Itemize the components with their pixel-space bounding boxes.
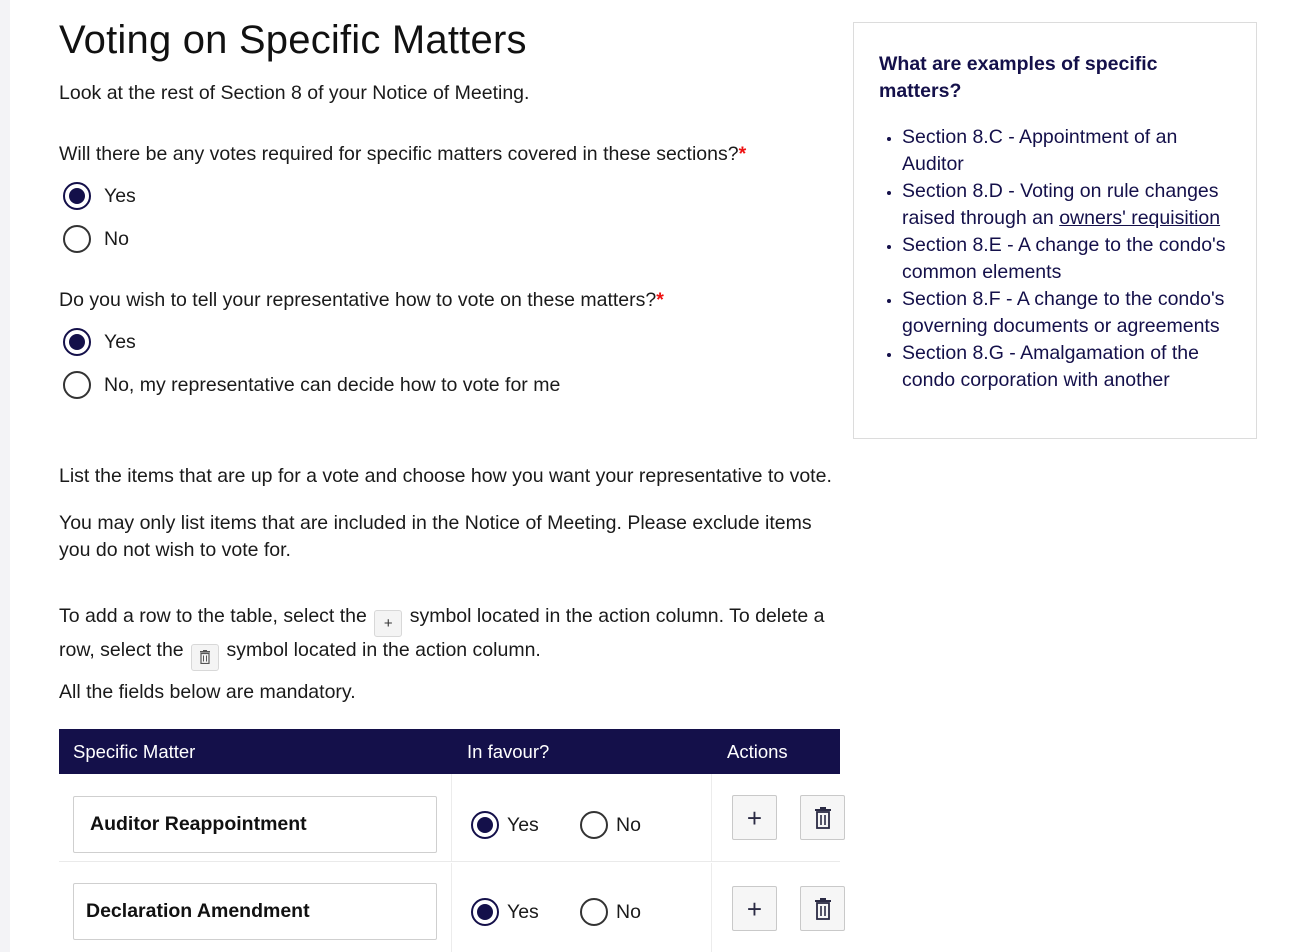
- in-favour-yes[interactable]: [471, 810, 539, 840]
- question1-option-no[interactable]: [63, 224, 129, 254]
- option-label: Yes: [507, 900, 539, 923]
- radio-unselected-icon[interactable]: [580, 811, 608, 839]
- radio-unselected-icon[interactable]: [580, 898, 608, 926]
- add-row-button[interactable]: [732, 795, 777, 840]
- instruction-text: row, select the: [59, 639, 184, 661]
- intro-text: Look at the rest of Section 8 of your Notice of Meeting.: [59, 82, 530, 104]
- header-actions: Actions: [727, 741, 788, 762]
- option-label: No: [104, 227, 129, 250]
- trash-icon: [814, 807, 832, 829]
- header-specific-matter: Specific Matter: [73, 741, 196, 762]
- list-items-instruction: List the items that are up for a vote and choose how you want your representative to vote.: [59, 465, 832, 487]
- question2-option-yes[interactable]: [63, 327, 136, 357]
- in-favour-no[interactable]: [580, 897, 641, 927]
- option-label: Yes: [104, 330, 136, 353]
- option-label: No: [616, 900, 641, 923]
- in-favour-yes[interactable]: [471, 897, 539, 927]
- question2-label: [59, 287, 664, 314]
- list-item: • Section 8.C - Appointment of an Auditor: [902, 124, 1239, 178]
- radio-selected-icon[interactable]: [63, 328, 91, 356]
- list-item: • Section 8.F - A change to the condo's governing documents or agreements: [902, 286, 1239, 340]
- question2-text: Do you wish to tell your representative how to vote on these matters?: [59, 289, 657, 311]
- column-divider: [451, 774, 452, 861]
- list-item: • Section 8.G - Amalgamation of the condo corporation with another: [902, 340, 1239, 394]
- required-marker: *: [738, 143, 747, 165]
- only-list-instruction: You may only list items that are included in the Notice of Meeting. Please exclude items you do not wish to vote for.: [59, 512, 812, 561]
- radio-selected-icon[interactable]: [471, 898, 499, 926]
- list-item-text: Section 8.D - Voting on rule changes raised through an: [902, 180, 1219, 229]
- help-sidebar: [853, 22, 1257, 439]
- in-favour-no[interactable]: [580, 810, 641, 840]
- header-in-favour: In favour?: [467, 741, 550, 762]
- table-row: [59, 774, 840, 862]
- instruction-text: To add a row to the table, select the: [59, 605, 367, 627]
- instruction-text: symbol located in the action column. To delete a: [409, 605, 825, 627]
- add-row-button[interactable]: [732, 886, 777, 931]
- question1-label: [59, 141, 746, 168]
- question1-text: Will there be any votes required for specific matters covered in these sections?: [59, 143, 739, 165]
- plus-icon: +: [746, 802, 763, 833]
- list-item: • Section 8.E - A change to the condo's common elements: [902, 232, 1239, 286]
- radio-unselected-icon[interactable]: [63, 225, 91, 253]
- table-row: [59, 863, 840, 952]
- delete-row-button[interactable]: [800, 795, 845, 840]
- column-divider: [711, 863, 712, 952]
- column-divider: [451, 863, 452, 952]
- question2-option-no[interactable]: [63, 370, 560, 400]
- plus-icon: +: [374, 610, 402, 637]
- examples-list: [879, 124, 1239, 394]
- required-marker: *: [656, 289, 664, 311]
- owners-requisition-link[interactable]: owners' requisition: [1059, 207, 1221, 229]
- left-margin-strip: [0, 0, 10, 952]
- specific-matter-input[interactable]: [73, 883, 437, 940]
- table-header: [59, 729, 840, 774]
- trash-icon: [191, 644, 219, 671]
- option-label: No: [616, 813, 641, 836]
- option-label: Yes: [104, 184, 136, 207]
- specific-matter-input[interactable]: [73, 796, 437, 853]
- radio-selected-icon[interactable]: [471, 811, 499, 839]
- add-delete-instruction: [59, 603, 849, 671]
- question1-option-yes[interactable]: [63, 181, 136, 211]
- column-divider: [711, 774, 712, 861]
- sidebar-heading: What are examples of specific matters?: [879, 53, 1158, 102]
- page-title: Voting on Specific Matters: [59, 18, 527, 62]
- option-label: Yes: [507, 813, 539, 836]
- radio-unselected-icon[interactable]: [63, 371, 91, 399]
- delete-row-button[interactable]: [800, 886, 845, 931]
- radio-selected-icon[interactable]: [63, 182, 91, 210]
- mandatory-note: All the fields below are mandatory.: [59, 681, 356, 703]
- plus-icon: +: [746, 893, 763, 924]
- trash-icon: [814, 898, 832, 920]
- instruction-text: symbol located in the action column.: [226, 639, 541, 661]
- list-item: [902, 178, 1239, 232]
- option-label: No, my representative can decide how to vote for me: [104, 373, 561, 396]
